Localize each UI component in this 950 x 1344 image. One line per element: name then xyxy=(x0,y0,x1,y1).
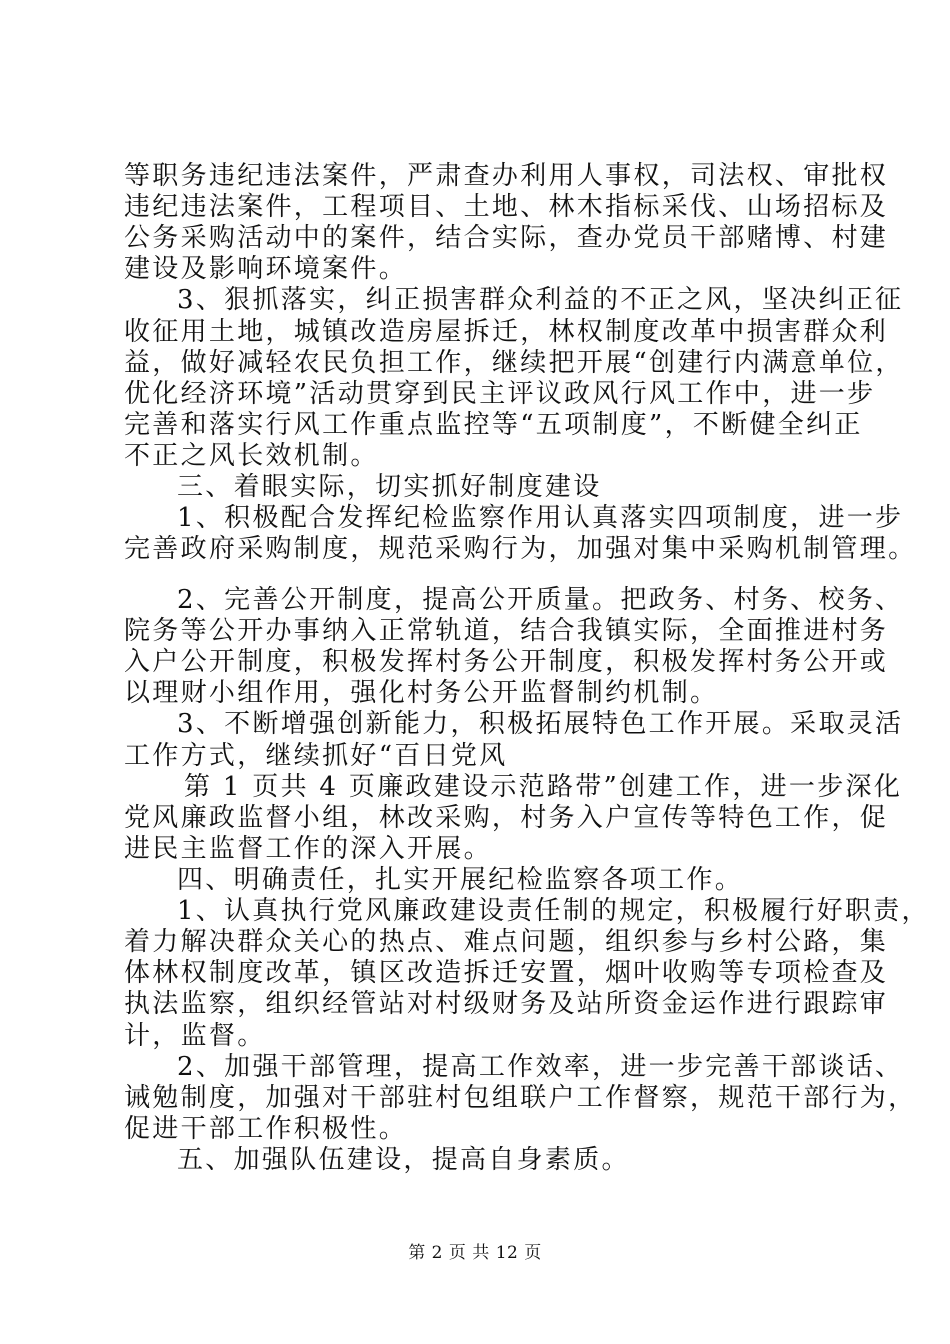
body-line: 促进干部工作积极性。 xyxy=(124,1114,408,1144)
section-heading: 五、加强队伍建设，提高自身素质。 xyxy=(177,1145,630,1175)
body-line: 等职务违纪违法案件，严肃查办利用人事权，司法权、审批权 xyxy=(124,161,889,191)
body-line: 不正之风长效机制。 xyxy=(124,441,379,471)
body-line: 完善和落实行风工作重点监控等“五项制度”，不断健全纠正 xyxy=(124,410,863,440)
body-line: 党风廉政监督小组，林改采购，村务入户宣传等特色工作，促 xyxy=(124,803,889,833)
section-heading: 四、明确责任，扎实开展纪检监察各项工作。 xyxy=(177,865,744,895)
body-line: 优化经济环境”活动贯穿到民主评议政风行风工作中，进一步 xyxy=(124,379,876,409)
body-line: 第 1 页共 4 页廉政建设示范路带”创建工作，进一步深化 xyxy=(184,772,903,802)
body-line: 完善政府采购制度，规范采购行为，加强对集中采购机制管理。 xyxy=(124,534,917,564)
body-line: 工作方式，继续抓好“百日党风 xyxy=(124,741,508,771)
body-line: 收征用土地，城镇改造房屋拆迁，林权制度改革中损害群众利 xyxy=(124,317,889,347)
page-number: 第 2 页 共 12 页 xyxy=(408,1243,542,1263)
body-line: 执法监察，组织经管站对村级财务及站所资金运作进行跟踪审 xyxy=(124,989,889,1019)
body-line: 建设及影响环境案件。 xyxy=(124,254,408,284)
body-line: 院务等公开办事纳入正常轨道，结合我镇实际，全面推进村务 xyxy=(124,616,889,646)
body-line: 体林权制度改革，镇区改造拆迁安置，烟叶收购等专项检查及 xyxy=(124,958,889,988)
body-line: 1、积极配合发挥纪检监察作用认真落实四项制度，进一步 xyxy=(177,503,904,533)
body-line: 诫勉制度，加强对干部驻村包组联户工作督察，规范干部行为， xyxy=(124,1083,917,1113)
body-line: 益，做好减轻农民负担工作，继续把开展“创建行内满意单位， xyxy=(124,348,904,378)
body-line: 进民主监督工作的深入开展。 xyxy=(124,834,492,864)
body-line: 2、加强干部管理，提高工作效率，进一步完善干部谈话、 xyxy=(177,1052,904,1082)
body-line: 3、不断增强创新能力，积极拓展特色工作开展。采取灵活 xyxy=(177,709,904,739)
body-line: 违纪违法案件，工程项目、土地、林木指标采伐、山场招标及 xyxy=(124,192,889,222)
body-line: 1、认真执行党风廉政建设责任制的规定，积极履行好职责， xyxy=(177,896,930,926)
page-footer xyxy=(0,1242,950,1264)
body-line: 2、完善公开制度，提高公开质量。把政务、村务、校务、 xyxy=(177,585,904,615)
body-line: 着力解决群众关心的热点、难点问题，组织参与乡村公路，集 xyxy=(124,927,889,957)
body-line: 入户公开制度，积极发挥村务公开制度，积极发挥村务公开或 xyxy=(124,647,889,677)
body-line: 3、狠抓落实，纠正损害群众利益的不正之风，坚决纠正征 xyxy=(177,285,904,315)
section-heading: 三、着眼实际，切实抓好制度建设 xyxy=(177,472,602,502)
body-line: 计，监督。 xyxy=(124,1021,266,1051)
body-line: 以理财小组作用，强化村务公开监督制约机制。 xyxy=(124,678,719,708)
body-line: 公务采购活动中的案件，结合实际，查办党员干部赌博、村建 xyxy=(124,223,889,253)
